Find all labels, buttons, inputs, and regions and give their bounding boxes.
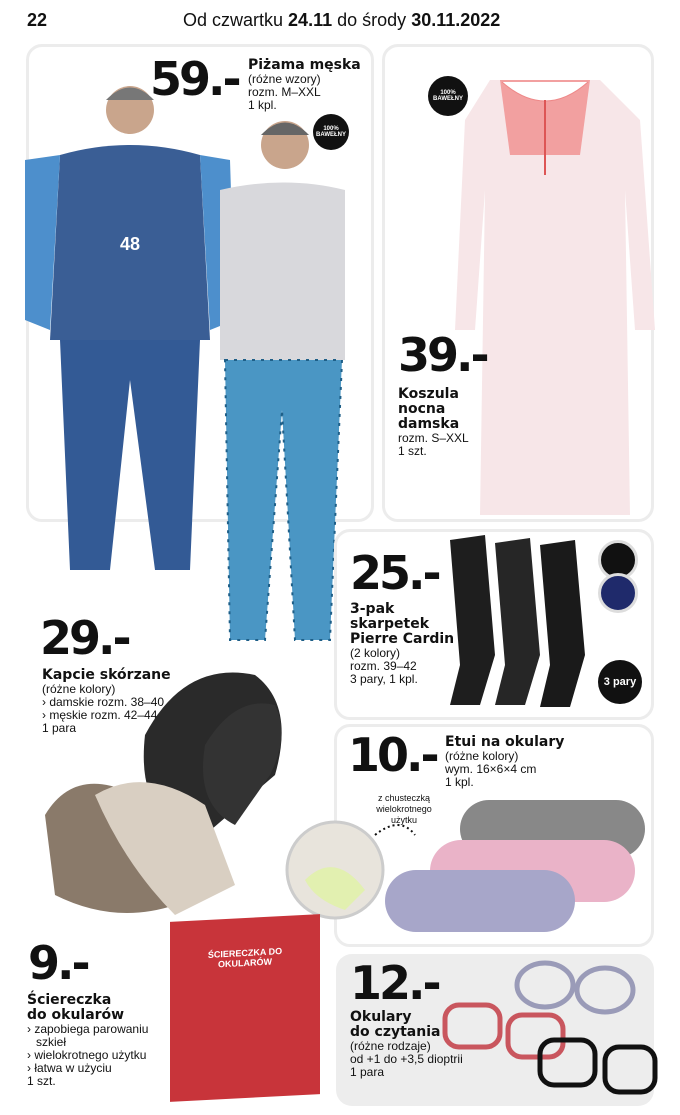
desc-line: (2 kolory) bbox=[350, 646, 401, 660]
price-reading-glasses: 12.- bbox=[350, 956, 439, 1010]
desc-line: 1 kpl. bbox=[248, 98, 277, 112]
badge-text: 100% BAWEŁNY bbox=[433, 90, 463, 102]
date-to: 30.11.2022 bbox=[411, 10, 501, 30]
title-line: do czytania bbox=[350, 1024, 441, 1040]
title-line: skarpetek bbox=[350, 616, 430, 632]
nightgown-image bbox=[440, 60, 660, 520]
title-glasses-case: Etui na okulary bbox=[445, 734, 565, 750]
desc-line: (różne wzory) bbox=[248, 72, 321, 86]
desc-line: › męskie rozm. 42–44 bbox=[42, 708, 158, 722]
desc-line: rozm. 39–42 bbox=[350, 659, 417, 673]
cotton-badge bbox=[428, 76, 468, 116]
desc-line: 1 para bbox=[350, 1065, 385, 1079]
reading-glasses-image bbox=[440, 955, 660, 1105]
title-slippers: Kapcie skórzane bbox=[42, 667, 171, 683]
reading-glasses-info bbox=[350, 1010, 463, 1079]
pairs-badge bbox=[598, 660, 642, 704]
desc-line: 3 pary, 1 kpl. bbox=[350, 672, 418, 686]
date-from: 24.11 bbox=[288, 10, 333, 30]
color-swatch-navy bbox=[598, 573, 638, 613]
price-glasses-case: 10.- bbox=[348, 728, 437, 782]
title-line: nocna bbox=[398, 401, 446, 417]
cloth-package-image bbox=[170, 914, 320, 1102]
price-cleaning-cloth: 9.- bbox=[28, 936, 88, 990]
desc-line: › damskie rozm. 38–40 bbox=[42, 695, 165, 709]
desc-line: wym. 16×6×4 cm bbox=[445, 762, 537, 776]
glasses-case-info bbox=[445, 735, 564, 789]
title-line: 3-pak bbox=[350, 601, 395, 617]
nightgown-info bbox=[398, 387, 469, 458]
desc-line: rozm. M–XXL bbox=[248, 85, 321, 99]
glasses-cases-image bbox=[285, 790, 655, 945]
validity-dates bbox=[183, 10, 500, 31]
desc-line: (różne kolory) bbox=[42, 682, 116, 696]
date-prefix: Od czwartku bbox=[183, 10, 284, 30]
badge-text: 3 pary bbox=[603, 676, 637, 688]
title-line: do okularów bbox=[27, 1007, 125, 1023]
desc-line: 1 szt. bbox=[27, 1074, 56, 1088]
desc-line: (różne rodzaje) bbox=[350, 1039, 431, 1053]
badge-text: 100% BAWEŁNY bbox=[316, 126, 346, 138]
price-pyjama: 59.- bbox=[150, 52, 239, 106]
desc-line: 1 szt. bbox=[398, 444, 427, 458]
title-line: Koszula bbox=[398, 386, 459, 402]
desc-line: (różne kolory) bbox=[445, 749, 519, 763]
title-line: Pierre Cardin bbox=[350, 631, 455, 647]
price-socks: 25.- bbox=[350, 546, 439, 600]
pyjama-info bbox=[248, 58, 361, 112]
title-line: damska bbox=[398, 416, 460, 432]
desc-line: 1 kpl. bbox=[445, 775, 474, 789]
cleaning-cloth-info bbox=[27, 993, 148, 1088]
cotton-badge bbox=[313, 114, 349, 150]
date-mid: do środy bbox=[337, 10, 407, 30]
desc-line: 1 para bbox=[42, 721, 77, 735]
desc-line: › łatwa w użyciu bbox=[27, 1061, 112, 1075]
title-pyjama: Piżama męska bbox=[248, 57, 361, 73]
price-slippers: 29.- bbox=[40, 611, 129, 665]
desc-line: rozm. S–XXL bbox=[398, 431, 469, 445]
desc-line: › wielokrotnego użytku bbox=[27, 1048, 147, 1062]
svg-text:48: 48 bbox=[119, 234, 141, 254]
package-text: ŚCIERECZKA DO OKULARÓW bbox=[207, 946, 283, 970]
title-line: Okulary bbox=[350, 1009, 412, 1025]
cloth-note: z chusteczką wielokrotnego użytku bbox=[376, 793, 432, 825]
price-nightgown: 39.- bbox=[398, 328, 487, 382]
desc-line: › zapobiega parowaniu bbox=[27, 1022, 149, 1036]
socks-info bbox=[350, 602, 454, 686]
desc-line: od +1 do +3,5 dioptrii bbox=[350, 1052, 463, 1066]
desc-line: szkieł bbox=[36, 1035, 67, 1049]
title-line: Ściereczka bbox=[27, 992, 112, 1008]
page-number: 22 bbox=[27, 10, 48, 30]
pyjama-image bbox=[20, 80, 360, 665]
